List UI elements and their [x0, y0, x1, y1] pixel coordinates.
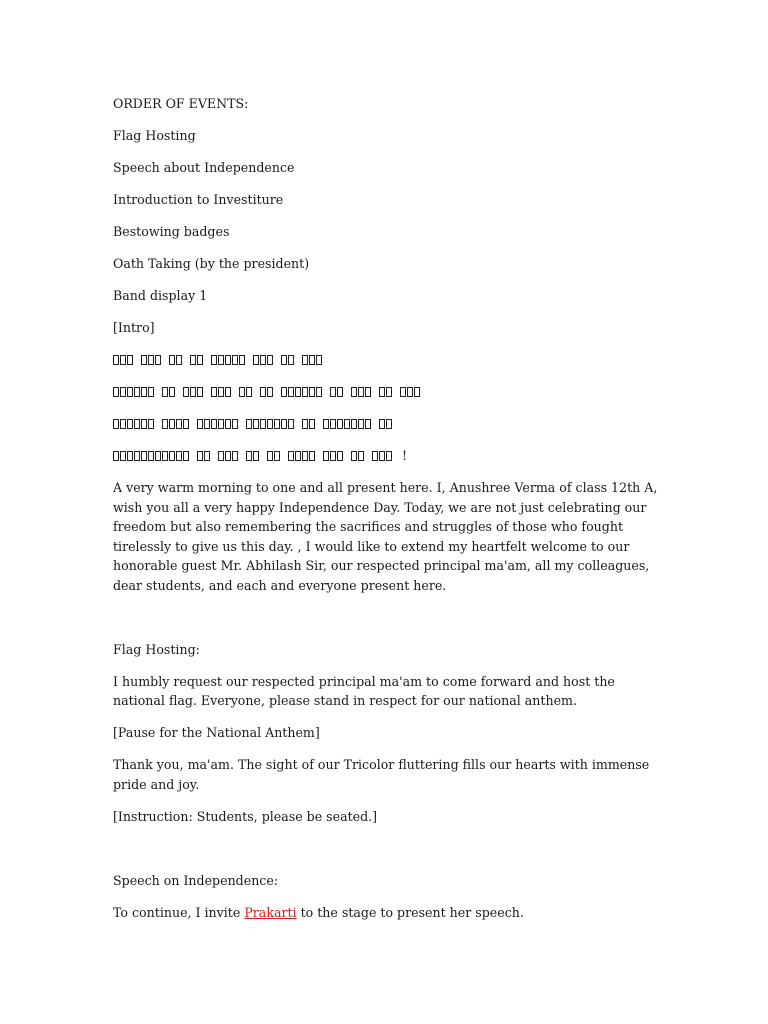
speech-heading: Speech on Independence: [113, 872, 279, 888]
glyph-word [197, 419, 238, 429]
glyph-word [372, 451, 392, 461]
welcome-paragraph: A very warm morning to one and all present here. I, Anushree Verma of class 12th A, wish you all a very happy Independence Day. Today, we are not just celebrating our freedom but also remembering the sacrifices and struggles of those who fought tirelessly to give us this day. , I would like to extend my heartfelt welcome to our honorable guest Mr. Abhilash Sir, our respected principal ma'am, all my colleagues, dear students, and each and everyone present here. [113, 480, 658, 593]
glyph-word [113, 419, 154, 429]
glyph-word [162, 387, 175, 397]
glyph-word [246, 419, 294, 429]
order-item: Bestowing badges [113, 224, 230, 239]
glyph-word [183, 387, 203, 397]
glyph-word [211, 355, 245, 365]
glyph-word [302, 355, 322, 365]
flag-instruction: [Instruction: Students, please be seated.] [113, 808, 378, 824]
order-item: Oath Taking (by the president) [113, 256, 310, 271]
invite-text-after: to the stage to present her speech. [296, 904, 524, 920]
intro-label: [Intro] [113, 320, 155, 335]
exclamation-mark: ! [402, 448, 408, 463]
glyph-word [246, 451, 259, 461]
section-spacer [113, 839, 658, 871]
glyph-word [169, 355, 182, 365]
glyph-word [260, 387, 273, 397]
flag-heading: Flag Hosting: [113, 641, 200, 657]
glyph-word [197, 451, 210, 461]
hindi-line-2 [113, 382, 658, 402]
glyph-word [281, 387, 322, 397]
order-item: Introduction to Investiture [113, 192, 284, 207]
glyph-word [239, 387, 252, 397]
glyph-word [323, 451, 343, 461]
order-heading: ORDER OF EVENTS: [113, 96, 249, 111]
flag-thanks: Thank you, ma'am. The sight of our Tricolor fluttering fills our hearts with immense pride and joy. [113, 757, 650, 792]
hindi-line-4 [113, 446, 658, 466]
glyph-word [302, 419, 315, 429]
glyph-word [379, 387, 392, 397]
speech-invite [113, 903, 658, 923]
glyph-word [211, 387, 231, 397]
glyph-word [288, 451, 315, 461]
document-body [113, 94, 658, 935]
glyph-word [330, 387, 343, 397]
glyph-word [190, 355, 203, 365]
order-item: Band display 1 [113, 288, 208, 303]
glyph-word [267, 451, 280, 461]
order-item: Speech about Independence [113, 160, 295, 175]
glyph-word [351, 387, 371, 397]
order-item: Flag Hosting [113, 128, 196, 143]
hindi-line-1 [113, 350, 658, 370]
glyph-word [113, 355, 133, 365]
glyph-word [253, 355, 273, 365]
glyph-word [379, 419, 392, 429]
section-spacer [113, 608, 658, 640]
glyph-word [400, 387, 420, 397]
glyph-word [323, 419, 371, 429]
invite-text-before: To continue, I invite [113, 904, 245, 920]
glyph-word [113, 451, 189, 461]
prakarti-link[interactable]: Prakarti [244, 904, 297, 920]
glyph-word [351, 451, 364, 461]
hindi-line-3 [113, 414, 658, 434]
flag-request: I humbly request our respected principal ma'am to come forward and host the national flag. Everyone, please stand in respect for our national anthem. [113, 673, 615, 708]
glyph-word [113, 387, 154, 397]
glyph-word [162, 419, 189, 429]
glyph-word [218, 451, 238, 461]
glyph-word [141, 355, 161, 365]
glyph-word [281, 355, 294, 365]
flag-pause: [Pause for the National Anthem] [113, 725, 320, 740]
